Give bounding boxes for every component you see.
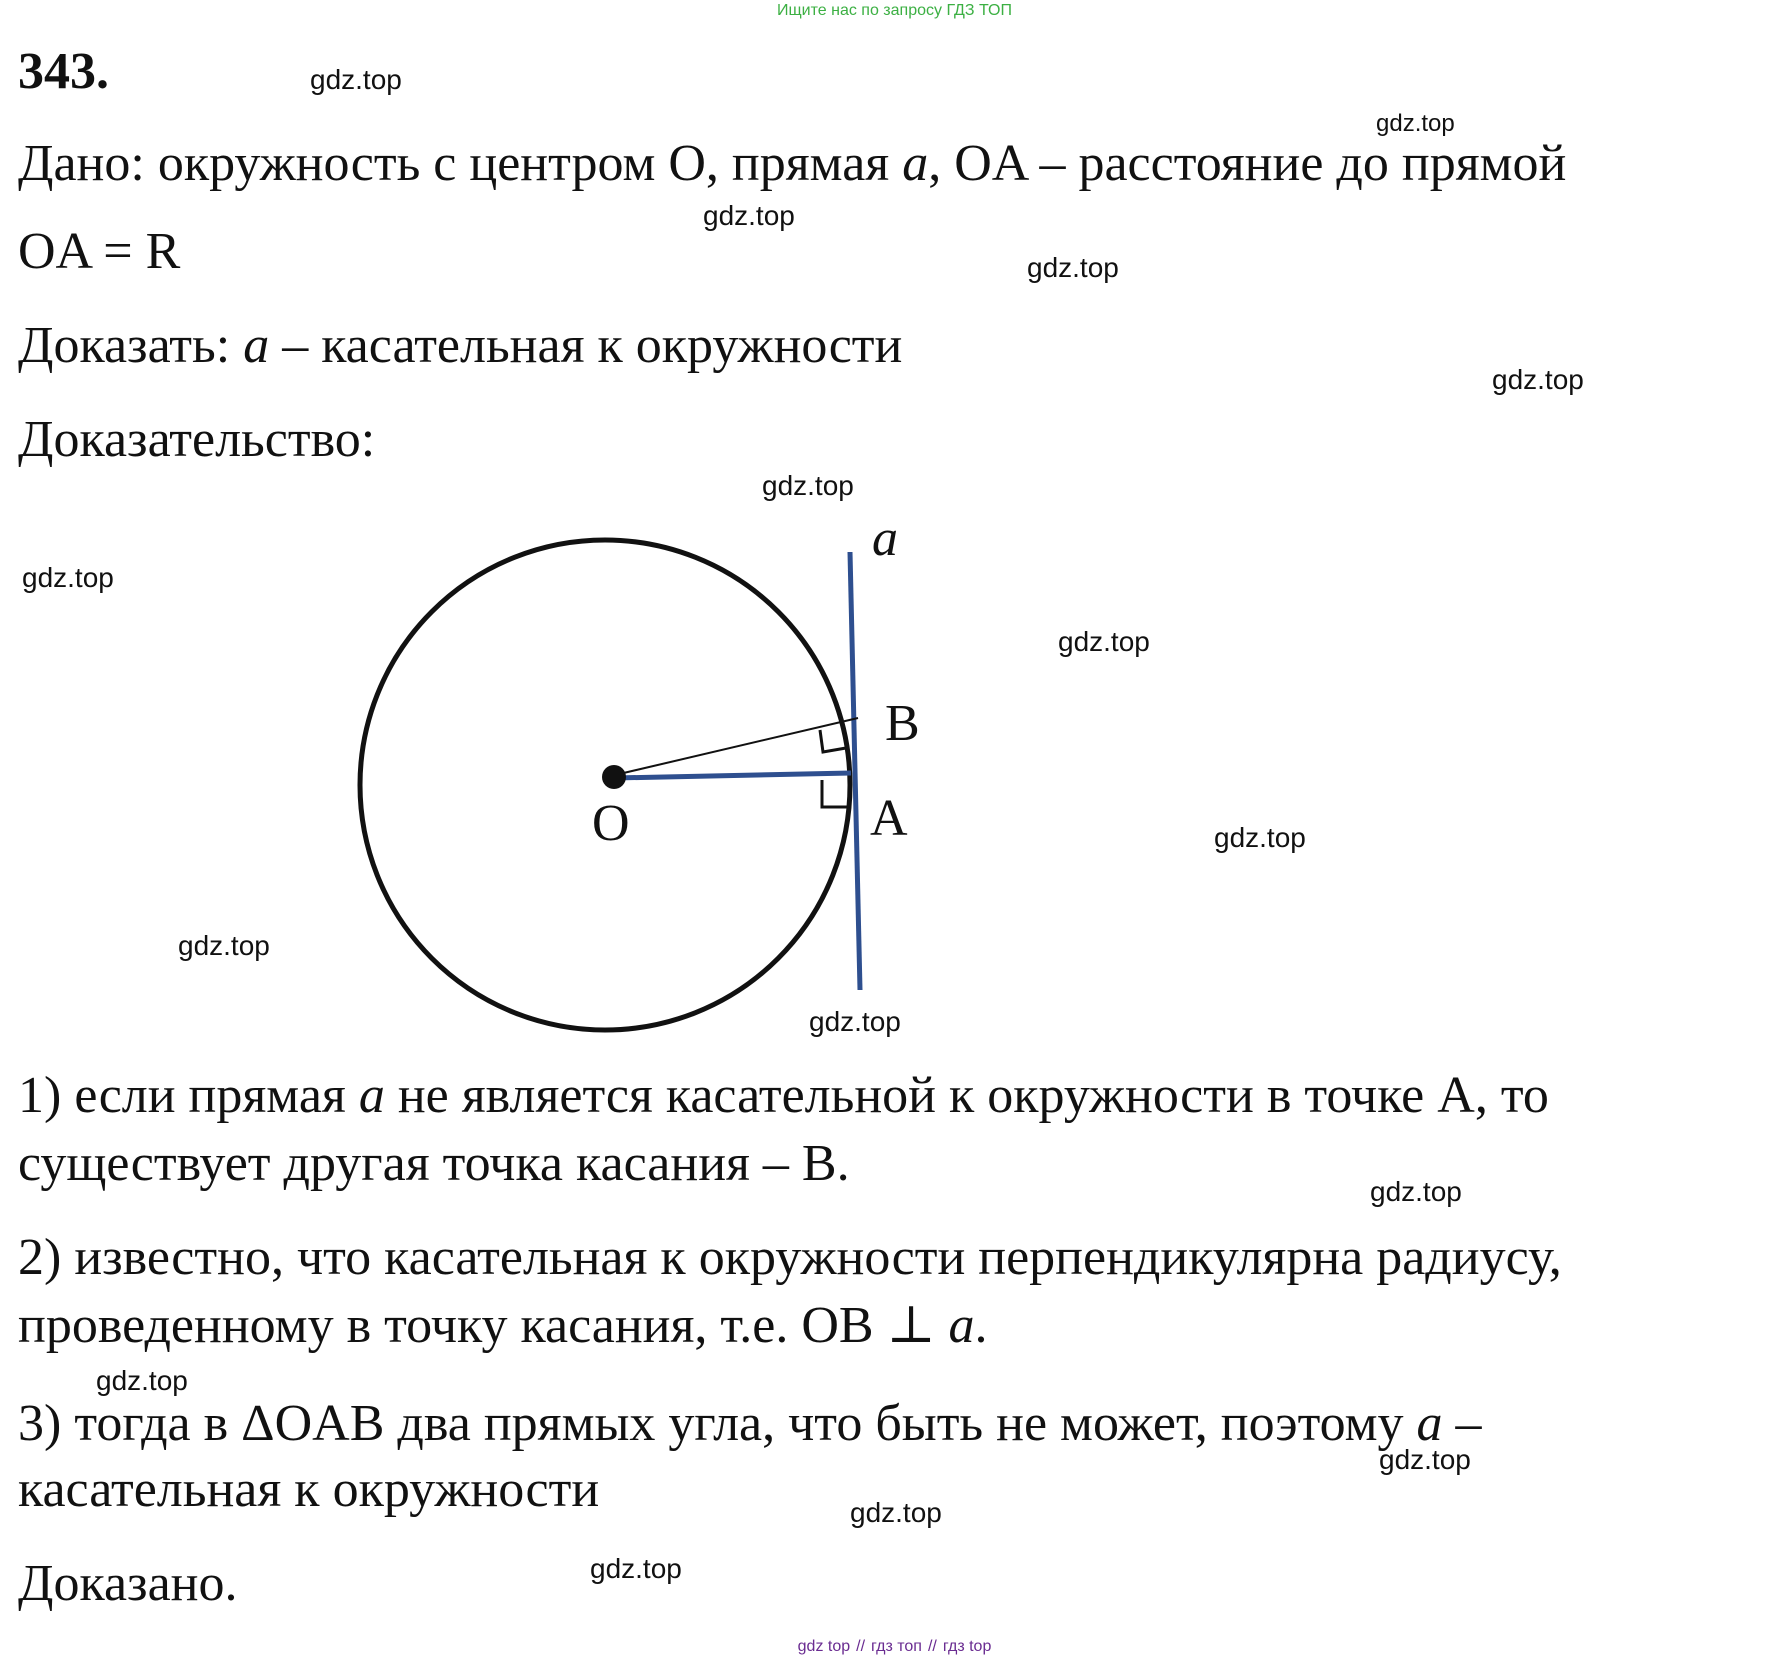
prove-suffix: – касательная к окружности bbox=[269, 317, 903, 374]
proof-title: Доказательство: bbox=[18, 411, 376, 468]
watermark: gdz.top bbox=[1370, 1176, 1462, 1207]
step-3-line-2: касательная к окружности bbox=[18, 1461, 600, 1518]
prove-var: a bbox=[243, 317, 270, 374]
step-2-line-2 bbox=[18, 1296, 987, 1356]
step-2-var: a bbox=[948, 1297, 975, 1354]
step-1-line-2: существует другая точка касания – B. bbox=[18, 1135, 850, 1192]
step-3-line-1 bbox=[18, 1394, 1482, 1454]
watermark: gdz.top bbox=[1214, 822, 1306, 853]
step-3-text-a: 3) тогда в ΔOAB два прямых угла, что быть не может, поэтому bbox=[18, 1395, 1417, 1452]
watermark: gdz.top bbox=[809, 1006, 901, 1037]
given-var: a bbox=[902, 135, 929, 192]
right-angle-mark-a bbox=[822, 780, 848, 807]
given-line-2: OA = R bbox=[18, 223, 181, 280]
circle bbox=[360, 540, 850, 1030]
bottom-banner-item: gdz top bbox=[797, 1638, 851, 1655]
watermark: gdz.top bbox=[22, 562, 114, 593]
step-2-text-a: проведенному в точку касания, т.е. OB ⊥ bbox=[18, 1297, 949, 1354]
label-center-o: O bbox=[592, 795, 630, 852]
step-1-text-a: 1) если прямая bbox=[18, 1067, 359, 1124]
given-prefix: Дано: окружность с центром O, прямая bbox=[18, 135, 903, 192]
watermark: gdz.top bbox=[1027, 252, 1119, 283]
watermark: gdz.top bbox=[1058, 626, 1150, 657]
radius-oa bbox=[615, 773, 851, 778]
watermark: gdz.top bbox=[178, 930, 270, 961]
watermark: gdz.top bbox=[590, 1553, 682, 1584]
step-1-var: a bbox=[358, 1067, 385, 1124]
watermark: gdz.top bbox=[850, 1497, 942, 1528]
label-line-a: a bbox=[872, 510, 898, 567]
label-point-b: B bbox=[885, 695, 920, 752]
label-point-a: A bbox=[870, 790, 908, 847]
prove-prefix: Доказать: bbox=[18, 317, 244, 374]
watermark: gdz.top bbox=[703, 200, 795, 231]
step-1-text-b: не является касательной к окружности в точке A, то bbox=[384, 1067, 1549, 1124]
watermark: gdz.top bbox=[1376, 110, 1455, 137]
watermark: gdz.top bbox=[310, 64, 402, 95]
bottom-banner-item: гдз top bbox=[942, 1638, 992, 1655]
top-banner: Ищите нас по запросу ГДЗ ТОП bbox=[777, 2, 1012, 19]
watermark: gdz.top bbox=[1492, 364, 1584, 395]
bottom-banner-item: гдз топ bbox=[871, 1638, 922, 1655]
bottom-banner-separator: // bbox=[856, 1638, 866, 1655]
bottom-banner bbox=[0, 1638, 1789, 1656]
step-3-text-b: – bbox=[1442, 1395, 1482, 1452]
step-3-var: a bbox=[1416, 1395, 1443, 1452]
problem-number: 343. bbox=[18, 43, 109, 100]
step-1-line-1 bbox=[18, 1066, 1549, 1126]
watermark: gdz.top bbox=[96, 1365, 188, 1396]
bottom-banner-separator: // bbox=[927, 1638, 937, 1655]
step-2-text-b: . bbox=[974, 1297, 988, 1354]
proved-text: Доказано. bbox=[18, 1555, 238, 1612]
center-point bbox=[602, 765, 626, 789]
watermark: gdz.top bbox=[762, 470, 854, 501]
step-2-line-1: 2) известно, что касательная к окружности перпендикулярна радиусу, bbox=[18, 1229, 1562, 1286]
given-suffix: , OA – расстояние до прямой bbox=[928, 135, 1567, 192]
watermark: gdz.top bbox=[1379, 1444, 1471, 1475]
